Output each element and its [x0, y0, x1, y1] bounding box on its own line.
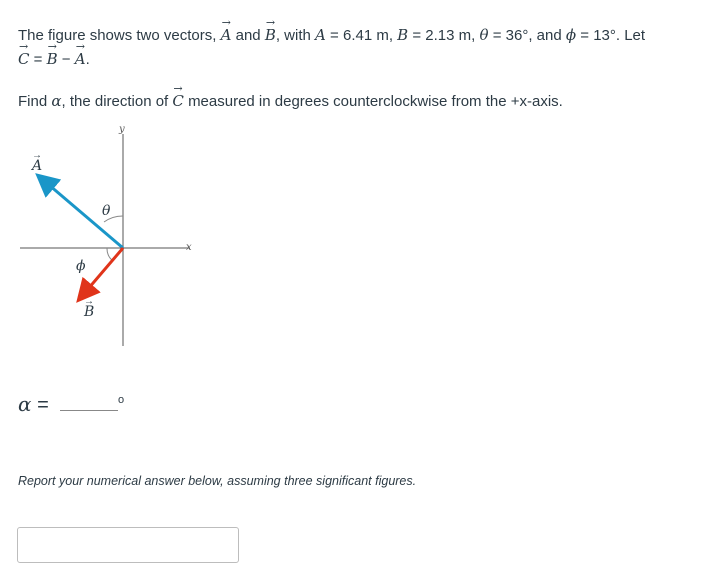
answer-row: [18, 392, 118, 417]
statement-text: and: [235, 27, 261, 44]
vector-a-label-arrow: →: [32, 150, 42, 161]
vector-a-symbol: → A: [75, 50, 86, 68]
equation-period: .: [85, 51, 90, 68]
magnitude-b-value: = 2.13 m,: [412, 27, 476, 44]
question-text-part: , the direction of: [61, 93, 169, 110]
vector-c-symbol: → C: [172, 92, 183, 110]
equation-equals: =: [29, 51, 47, 68]
vector-b-label: B: [84, 304, 95, 320]
magnitude-a-symbol: A: [315, 26, 326, 44]
phi-label: ϕ: [76, 258, 86, 274]
vector-a-symbol: → A: [221, 26, 232, 44]
question-text-part: measured in degrees counterclockwise from the +x-axis.: [188, 93, 563, 110]
vector-a-arrow: [42, 179, 123, 248]
vector-b-arrow: [82, 248, 123, 296]
problem-statement-line-1: [18, 26, 645, 44]
equals-sign: =: [37, 394, 49, 416]
theta-value: = 36°, and: [492, 27, 562, 44]
y-axis-label: y: [119, 124, 125, 135]
phi-symbol: ϕ: [565, 26, 577, 44]
answer-blank: [60, 392, 118, 411]
vector-c-symbol: → C: [18, 50, 29, 68]
answer-input[interactable]: [17, 527, 239, 563]
degree-symbol: o: [118, 394, 125, 406]
statement-text: , with: [275, 27, 311, 44]
vector-b-symbol: → B: [265, 26, 276, 44]
vector-diagram: [10, 120, 210, 355]
magnitude-b-symbol: B: [397, 26, 409, 44]
theta-label: θ: [102, 203, 111, 219]
equation-minus: −: [57, 51, 75, 68]
statement-text: The figure shows two vectors,: [18, 27, 217, 44]
question-text: [18, 92, 563, 110]
alpha-symbol: α: [51, 92, 62, 110]
vector-b-symbol: → B: [47, 50, 58, 68]
theta-symbol: θ: [479, 26, 489, 44]
vector-b-label-arrow: →: [84, 296, 94, 307]
magnitude-a-value: = 6.41 m,: [330, 27, 393, 44]
problem-statement-line-2: [18, 50, 90, 68]
phi-value: = 13°. Let: [580, 27, 646, 44]
question-text-part: Find: [18, 93, 48, 110]
vector-a-label: A: [32, 158, 43, 174]
alpha-symbol: α: [18, 392, 32, 416]
instructions-text: Report your numerical answer below, assuming three significant figures.: [18, 474, 417, 488]
x-axis-label: x: [186, 242, 192, 253]
